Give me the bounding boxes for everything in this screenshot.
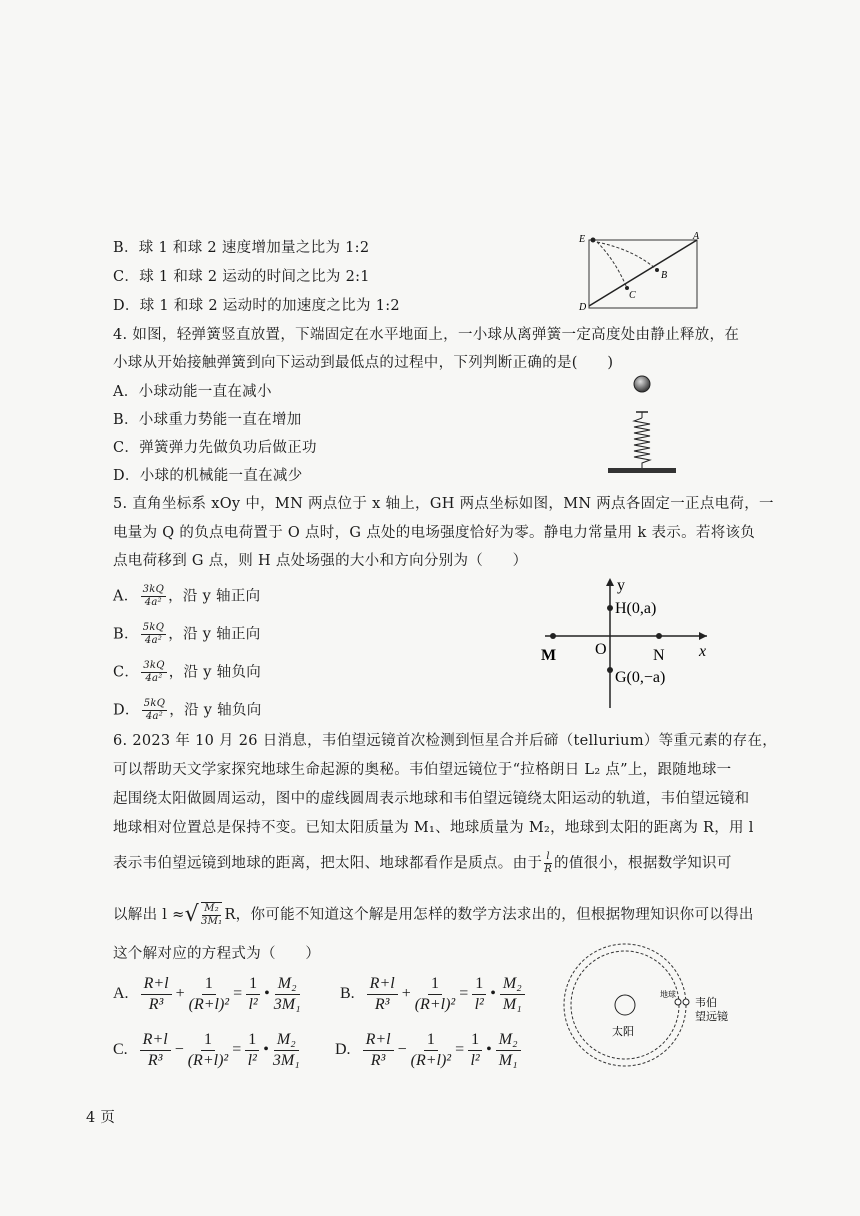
telescope-icon xyxy=(683,999,689,1005)
sun-label: 太阳 xyxy=(612,1026,634,1038)
q4-option-d: D．小球的机械能一直在减少 xyxy=(113,468,303,484)
fig-label-a: A xyxy=(693,231,700,242)
q6-stem-line2: 可以帮助天文学家探究地球生命起源的奥秘。韦伯望远镜位于“拉格朗日 L₂ 点”上，跟随地球一 xyxy=(113,762,732,778)
q5-option-c: C． $\frac{3kQ}{\text{4a²}}$ ，沿 y 轴负向 xyxy=(113,660,262,684)
q4-stem-line2: 小球从开始接触弹簧到向下运动到最低点的过程中，下列判断正确的是( ) xyxy=(113,355,614,371)
q4-option-a: A．小球动能一直在减小 xyxy=(113,384,272,400)
telescope-label-2: 望远镜 xyxy=(695,1011,728,1023)
ball-icon xyxy=(634,376,650,392)
telescope-label-1: 韦伯 xyxy=(695,997,717,1009)
q4-option-b: B．小球重力势能一直在增加 xyxy=(113,412,302,428)
axis-label-y: y xyxy=(617,577,625,594)
q6-option-d: D. $\frac{R+l}{\text{R³}}$ − $\frac{1}{\text{(R+l)²}}$ = $\frac{1}{\text{l²}}$ • $\frac{\text{M₂}}{\text{M₁}}$ xyxy=(335,1030,521,1071)
fig-label-b: B xyxy=(661,270,668,281)
q3-option-d: D．球 1 和球 2 运动时的加速度之比为 1:2 xyxy=(113,298,400,314)
q6-stem-line5: 表示韦伯望远镜到地球的距离，把太阳、地球都看作是质点。由于 $\frac{l}{R}$ 的值很小，根据数学知识可 xyxy=(113,851,732,875)
earth-icon xyxy=(675,999,681,1005)
q6-option-b: B. $\frac{R+l}{\text{R³}}$ + $\frac{1}{\text{(R+l)²}}$ = $\frac{1}{\text{l²}}$ • $\frac{\text{M₂}}{\text{M₁}}$ xyxy=(340,974,525,1015)
q4-option-c: C．弹簧弹力先做负功后做正功 xyxy=(113,440,317,456)
point-label-g: G(0,−a) xyxy=(615,669,666,686)
q6-stem-line1: 6. 2023 年 10 月 26 日消息，韦伯望远镜首次检测到恒星合并后碲（tellurium）等重元素的存在， xyxy=(113,733,778,749)
q3-option-c: C．球 1 和球 2 运动的时间之比为 2:1 xyxy=(113,269,370,285)
q5-option-d: D． $\frac{5kQ}{\text{4a²}}$ ，沿 y 轴负向 xyxy=(113,698,262,722)
q6-stem-line4: 地球相对位置总是保持不变。已知太阳质量为 M₁、地球质量为 M₂，地球到太阳的距离为 R，用 l xyxy=(113,820,754,836)
q4-spring-figure xyxy=(600,372,680,480)
q6-stem-line3: 起围绕太阳做圆周运动，图中的虚线圆周表示地球和韦伯望远镜绕太阳运动的轨道，韦伯望远镜和 xyxy=(113,791,750,807)
fig-label-e: E xyxy=(579,234,586,245)
sun-icon xyxy=(615,995,635,1015)
q5-stem-line2: 电量为 Q 的负点电荷置于 O 点时，G 点处的电场强度恰好为零。静电力常量用 k 表示。若将该负 xyxy=(113,525,756,541)
q6-stem-line7: 这个解对应的方程式为（ ） xyxy=(113,946,321,962)
axis-label-x: x xyxy=(699,643,707,660)
q5-stem-line3: 点电荷移到 G 点，则 H 点处场强的大小和方向分别为（ ） xyxy=(113,553,528,569)
q6-option-a: A. $\frac{R+l}{\text{R³}}$ + $\frac{1}{\text{(R+l)²}}$ = $\frac{1}{\text{l²}}$ • $\frac{\text{M₂}}{\text{3M₁}}$ xyxy=(113,975,301,1013)
q5-option-a: A． $\frac{3kQ}{\text{4a²}}$ ，沿 y 轴正向 xyxy=(113,584,261,608)
q3-incline-figure xyxy=(575,230,705,312)
q6-option-c: C. $\frac{R+l}{\text{R³}}$ − $\frac{1}{\text{(R+l)²}}$ = $\frac{1}{\text{l²}}$ • $\frac{\text{M₂}}{\text{3M₁}}$ xyxy=(113,1031,300,1069)
q6-stem-line6: 以解出 l ≈√ $\frac{\text{M₂}}{\text{3M₁}}$ R，你可能不知道这个解是用怎样的数学方法求出的，但根据物理知识你可以得出 xyxy=(113,902,754,927)
page-number: 4 页 xyxy=(86,1110,116,1126)
earth-label: 地球 xyxy=(660,990,676,999)
fig-label-d: D xyxy=(579,302,587,312)
point-label-m: M xyxy=(541,647,557,664)
fig-label-c: C xyxy=(629,290,636,301)
q5-option-b: B． $\frac{5kQ}{\text{4a²}}$ ，沿 y 轴正向 xyxy=(113,622,261,646)
point-label-o: O xyxy=(595,641,607,658)
q6-orbit-figure xyxy=(560,940,760,1080)
q5-stem-line1: 5. 直角坐标系 xOy 中，MN 两点位于 x 轴上，GH 两点坐标如图，MN 两点各固定一正点电荷，一 xyxy=(113,496,774,512)
point-label-n: N xyxy=(653,647,665,664)
q5-coordinate-figure xyxy=(535,572,715,714)
point-label-h: H(0,a) xyxy=(615,600,657,617)
q4-stem-line1: 4. 如图，轻弹簧竖直放置，下端固定在水平地面上，一小球从离弹簧一定高度处由静止释放，在 xyxy=(113,327,740,343)
q3-option-b: B．球 1 和球 2 速度增加量之比为 1:2 xyxy=(113,240,370,256)
